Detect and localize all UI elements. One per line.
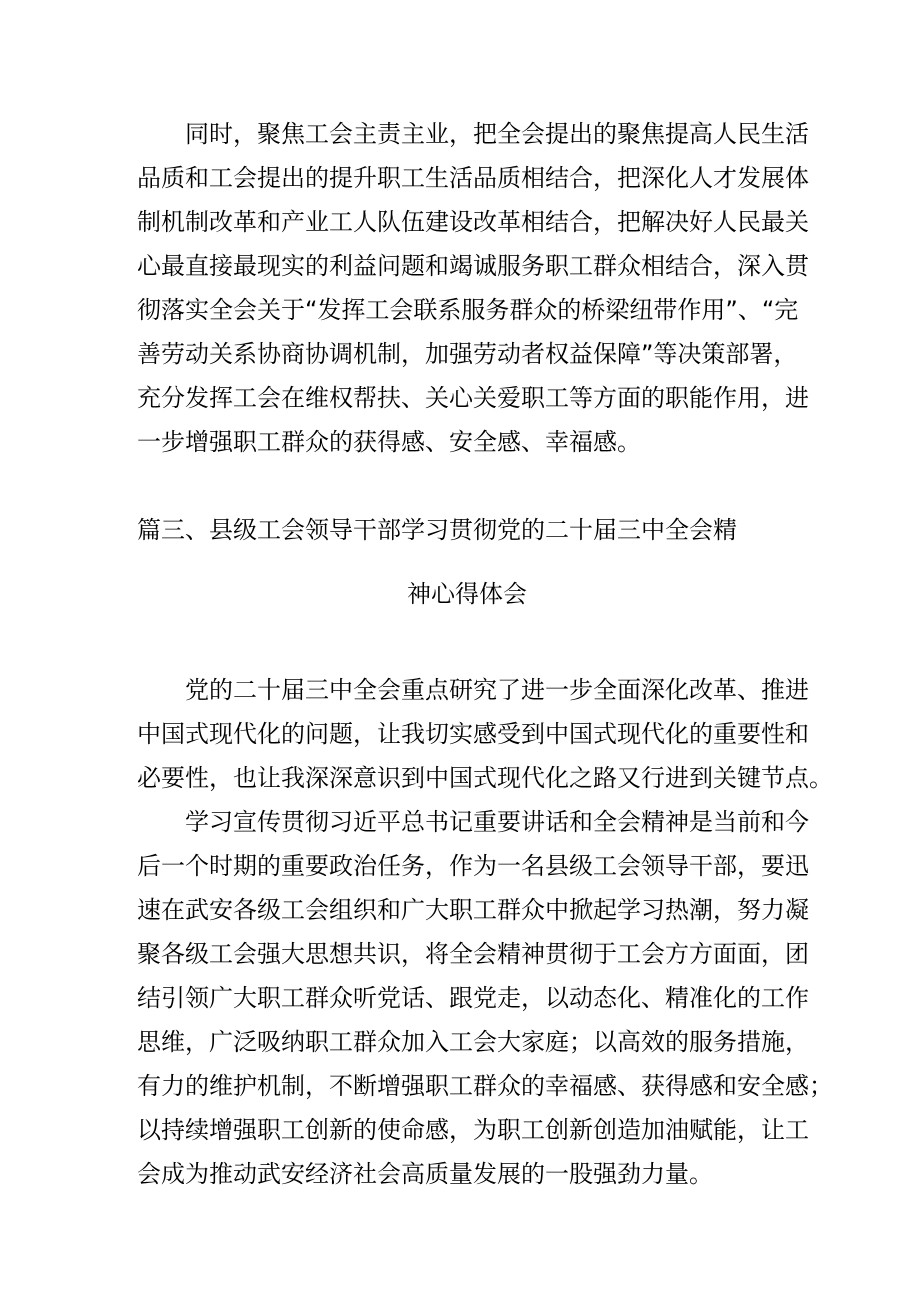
heading-line-2: 神心得体会 — [407, 580, 527, 608]
heading-line-1: 篇三、县级工会领导干部学习贯彻党的二十届三中全会精 — [137, 516, 737, 544]
paragraph-line: 会成为推动武安经济社会高质量发展的一股强劲力量。 — [137, 1160, 713, 1188]
paragraph-line: 速在武安各级工会组织和广大职工群众中掀起学习热潮，努力凝 — [137, 896, 809, 924]
paragraph-line: 同时，聚焦工会主责主业，把全会提出的聚焦提高人民生活 — [185, 120, 809, 148]
paragraph-line: 心最直接最现实的利益问题和竭诚服务职工群众相结合，深入贯 — [137, 252, 809, 280]
paragraph-line: 思维，广泛吸纳职工群众加入工会大家庭；以高效的服务措施， — [137, 1028, 809, 1056]
paragraph-line: 党的二十届三中全会重点研究了进一步全面深化改革、推进 — [185, 676, 809, 704]
section-heading — [137, 508, 797, 616]
paragraph-line: 善劳动关系协商协调机制，加强劳动者权益保障”等决策部署， — [137, 340, 798, 368]
paragraph-line: 制机制改革和产业工人队伍建设改革相结合，把解决好人民最关 — [137, 208, 809, 236]
paragraph-line: 充分发挥工会在维权帮扶、关心关爱职工等方面的职能作用，进 — [137, 384, 809, 412]
paragraph-line: 学习宣传贯彻习近平总书记重要讲话和全会精神是当前和今 — [185, 808, 809, 836]
paragraph-line: 聚各级工会强大思想共识，将全会精神贯彻于工会方方面面，团 — [137, 940, 809, 968]
paragraph-line: 必要性，也让我深深意识到中国式现代化之路又行进到关键节点。 — [137, 764, 833, 792]
paragraph-1 — [137, 112, 809, 464]
paragraph-line: 以持续增强职工创新的使命感，为职工创新创造加油赋能，让工 — [137, 1116, 809, 1144]
paragraph-line: 一步增强职工群众的获得感、安全感、幸福感。 — [137, 428, 641, 456]
paragraph-line: 有力的维护机制，不断增强职工群众的幸福感、获得感和安全感； — [137, 1072, 833, 1100]
paragraph-line: 品质和工会提出的提升职工生活品质相结合，把深化人才发展体 — [137, 164, 809, 192]
paragraph-line: 结引领广大职工群众听党话、跟党走，以动态化、精准化的工作 — [137, 984, 809, 1012]
paragraph-2 — [137, 668, 833, 800]
paragraph-line: 中国式现代化的问题，让我切实感受到中国式现代化的重要性和 — [137, 720, 809, 748]
paragraph-3 — [137, 800, 833, 1196]
paragraph-line: 后一个时期的重要政治任务，作为一名县级工会领导干部，要迅 — [137, 852, 809, 880]
paragraph-line: 彻落实全会关于“发挥工会联系服务群众的桥梁纽带作用”、“完 — [137, 296, 799, 324]
